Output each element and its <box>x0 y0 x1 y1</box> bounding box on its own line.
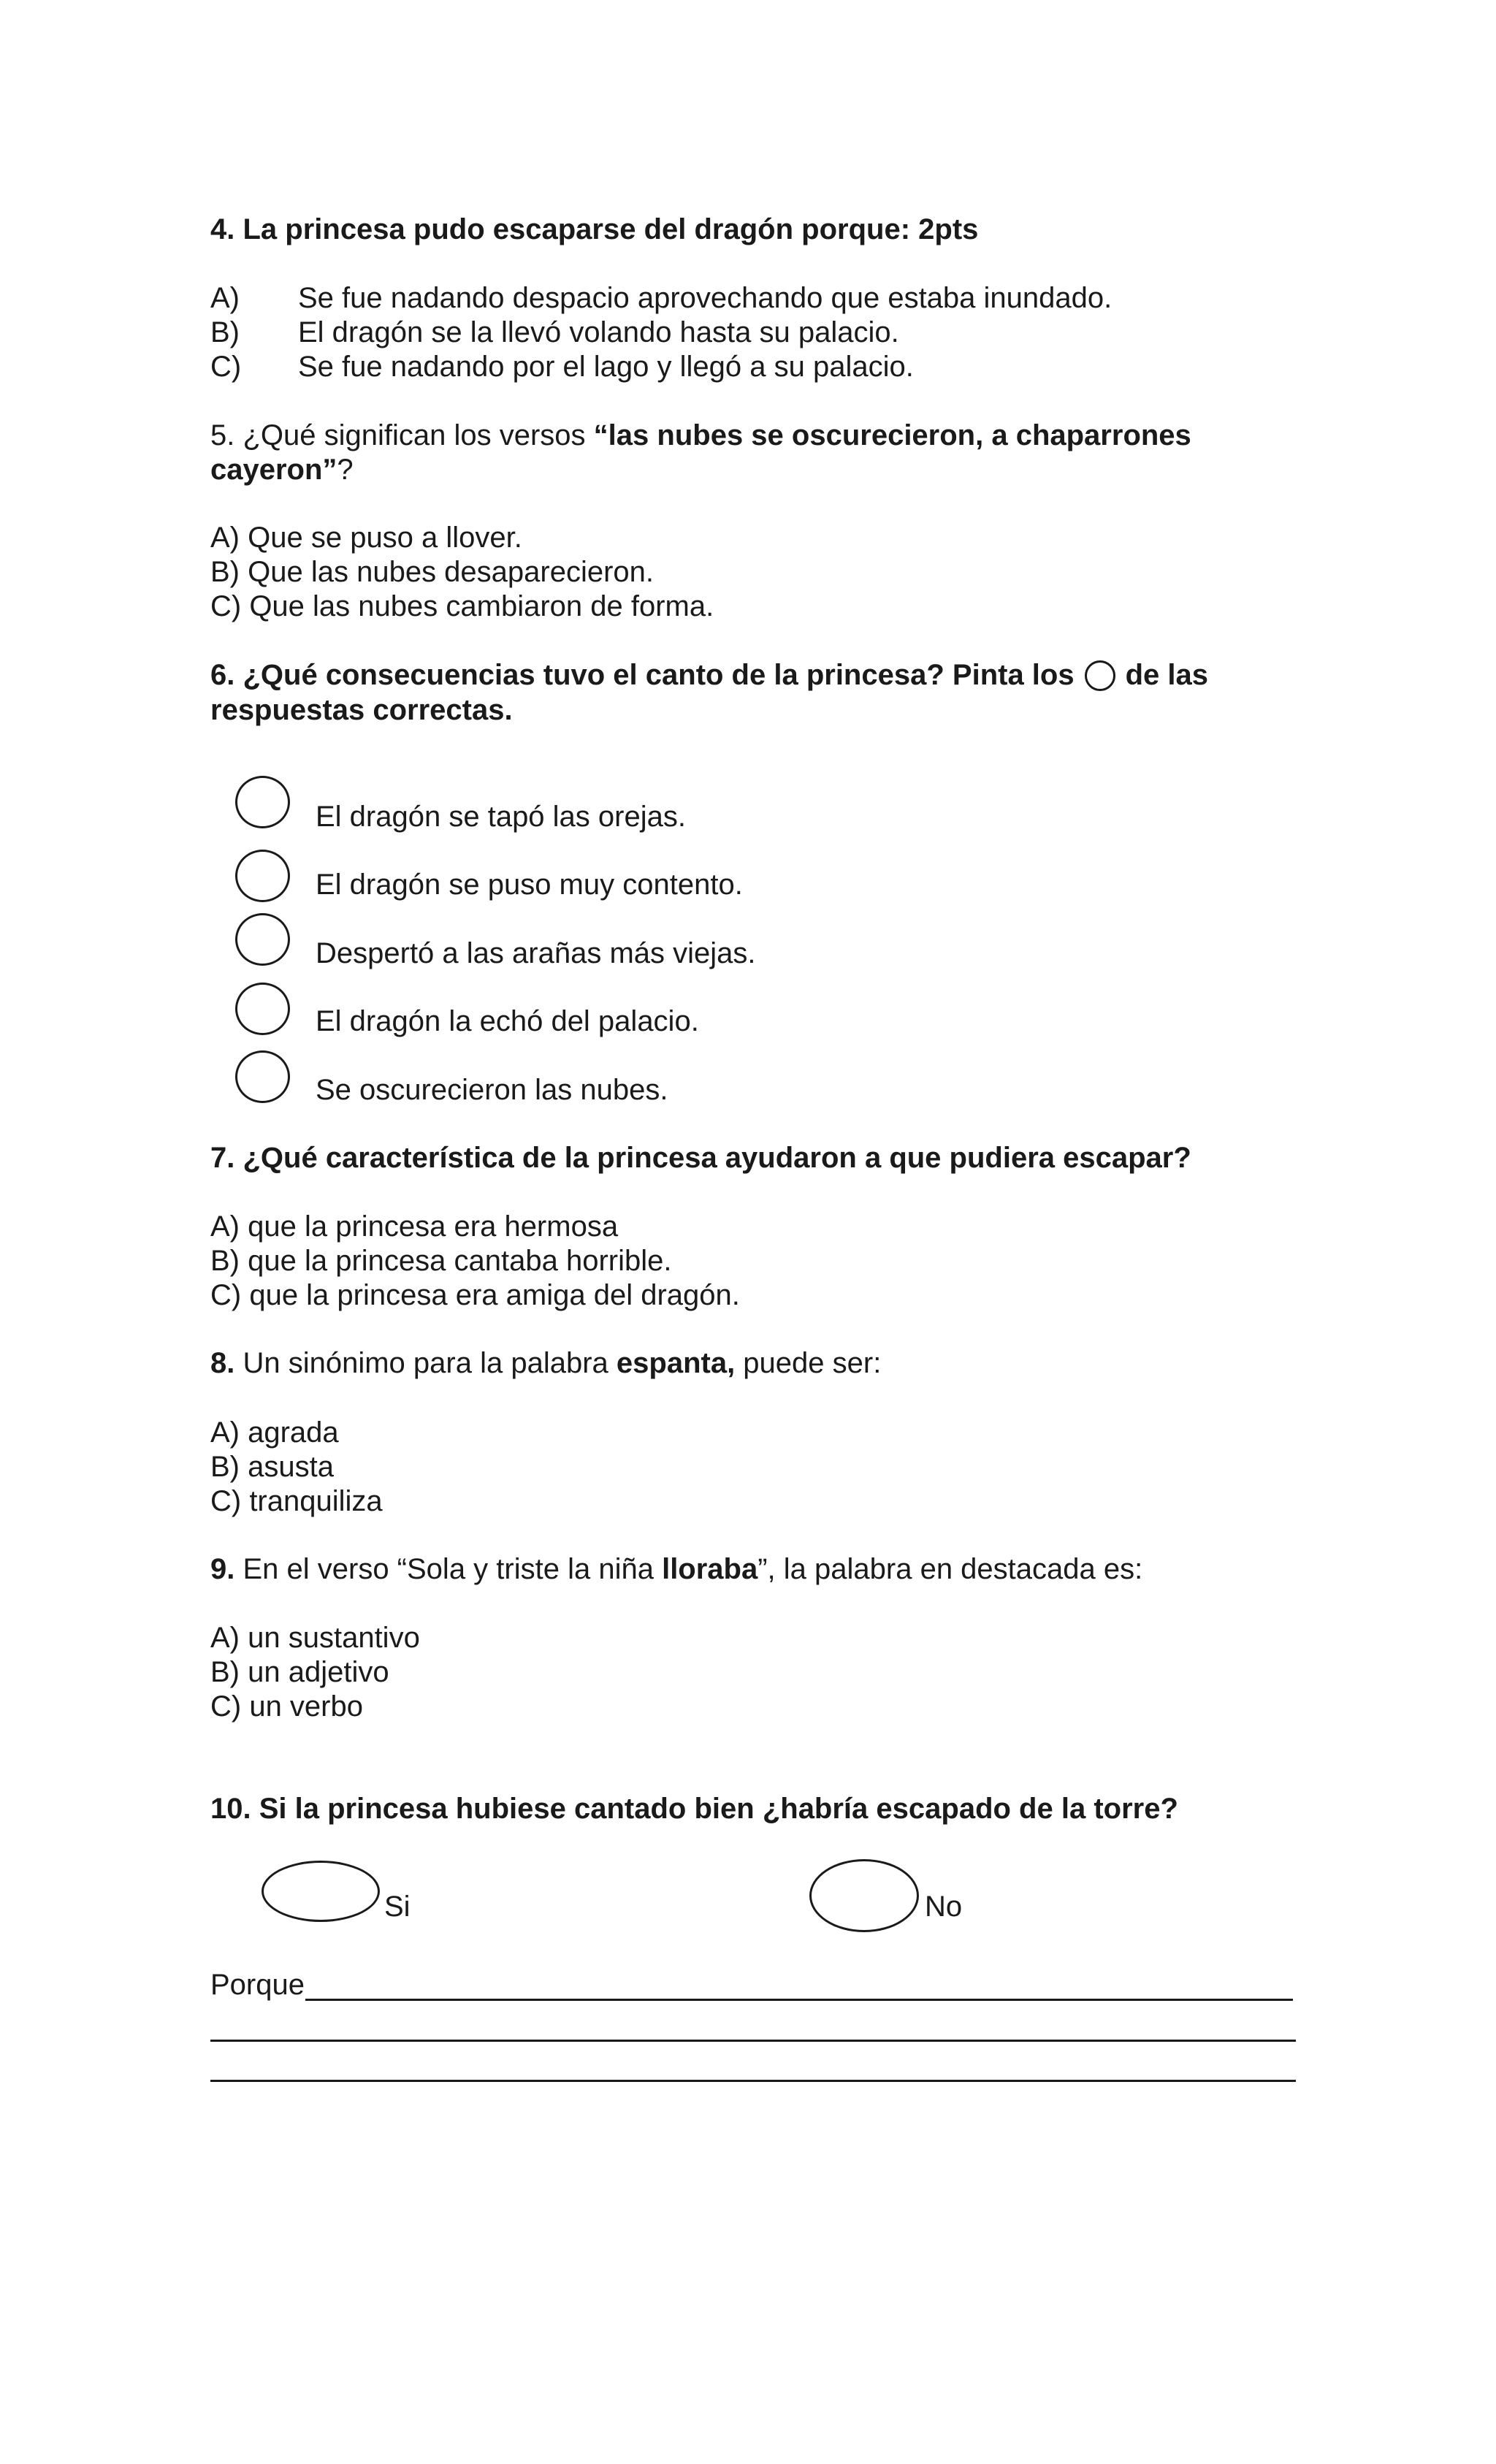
q4-option-b-text: El dragón se la llevó volando hasta su palacio. <box>298 316 899 348</box>
q10-yes-label: Si <box>384 1891 411 1923</box>
answer-line-3[interactable] <box>210 2080 1296 2082</box>
q5-title-line2 <box>210 452 354 487</box>
q6-option-4-circle[interactable] <box>235 983 290 1035</box>
q6-option-1-text: El dragón se tapó las orejas. <box>316 801 686 833</box>
q5-prefix: 5. ¿Qué significan los versos <box>210 419 594 451</box>
q6-option-5-circle[interactable] <box>235 1050 290 1103</box>
q6-option-4-text: El dragón la echó del palacio. <box>316 1005 699 1037</box>
q6-option-5-text: Se oscurecieron las nubes. <box>316 1074 668 1106</box>
q6-option-2-text: El dragón se puso muy contento. <box>316 869 743 901</box>
q6-title-line1 <box>210 657 1208 693</box>
q5-option-c: C) Que las nubes cambiaron de forma. <box>210 590 714 622</box>
q8-number: 8. <box>210 1347 235 1379</box>
answer-line-1[interactable] <box>305 1999 1293 2001</box>
q6-title-a: 6. ¿Qué consecuencias tuvo el canto de la princesa? Pinta los <box>210 659 1075 691</box>
q4-option-c-letter: C) <box>210 351 242 383</box>
q8-text-a: Un sinónimo para la palabra <box>234 1347 617 1379</box>
answer-line-2[interactable] <box>210 2040 1296 2042</box>
q10-title: 10. Si la princesa hubiese cantado bien ¿habría escapado de la torre? <box>210 1793 1178 1825</box>
q6-option-3-circle[interactable] <box>235 913 290 966</box>
q9-text-b: ”, la palabra en destacada es: <box>757 1553 1143 1585</box>
q9-word: lloraba <box>662 1553 758 1585</box>
q8-option-b: B) asusta <box>210 1451 334 1483</box>
circle-icon <box>1085 660 1115 691</box>
q9-title <box>210 1552 1142 1587</box>
q5-option-a: A) Que se puso a llover. <box>210 522 522 554</box>
q4-title: 4. La princesa pudo escaparse del dragón porque: 2pts <box>210 213 979 245</box>
q10-no-oval[interactable] <box>809 1859 919 1932</box>
q8-word: espanta, <box>616 1347 736 1379</box>
q6-option-3-text: Despertó a las arañas más viejas. <box>316 937 756 969</box>
q4-option-b-letter: B) <box>210 316 240 348</box>
q4-option-c-text: Se fue nadando por el lago y llegó a su palacio. <box>298 351 914 383</box>
q4-option-a-letter: A) <box>210 282 240 314</box>
q8-text-b: puede ser: <box>735 1347 882 1379</box>
q8-option-a: A) agrada <box>210 1416 339 1449</box>
q8-option-c: C) tranquiliza <box>210 1485 383 1517</box>
q6-title-line2: respuestas correctas. <box>210 694 513 726</box>
q7-option-a: A) que la princesa era hermosa <box>210 1210 619 1243</box>
q9-option-a: A) un sustantivo <box>210 1622 420 1654</box>
q6-option-2-circle[interactable] <box>235 850 290 902</box>
q7-option-c: C) que la princesa era amiga del dragón. <box>210 1279 740 1311</box>
q9-option-b: B) un adjetivo <box>210 1656 389 1688</box>
q5-option-b: B) Que las nubes desaparecieron. <box>210 556 654 588</box>
q6-title-b: de las <box>1125 659 1209 691</box>
q10-porque-label: Porque <box>210 1969 305 2001</box>
q8-title <box>210 1346 881 1381</box>
q9-option-c: C) un verbo <box>210 1690 363 1723</box>
q5-title-line1 <box>210 418 1191 453</box>
q10-yes-oval[interactable] <box>262 1861 380 1922</box>
q5-quote-2: cayeron” <box>210 454 337 486</box>
q10-no-label: No <box>925 1891 963 1923</box>
q5-quote-1: “las nubes se oscurecieron, a chaparrones <box>593 419 1191 451</box>
q4-option-a-text: Se fue nadando despacio aprovechando que estaba inundado. <box>298 282 1113 314</box>
q7-title: 7. ¿Qué característica de la princesa ayudaron a que pudiera escapar? <box>210 1142 1191 1174</box>
q9-text-a: En el verso “Sola y triste la niña <box>234 1553 663 1585</box>
q6-option-1-circle[interactable] <box>235 776 290 828</box>
q9-number: 9. <box>210 1553 235 1585</box>
q5-suffix: ? <box>337 454 354 486</box>
q7-option-b: B) que la princesa cantaba horrible. <box>210 1245 672 1277</box>
